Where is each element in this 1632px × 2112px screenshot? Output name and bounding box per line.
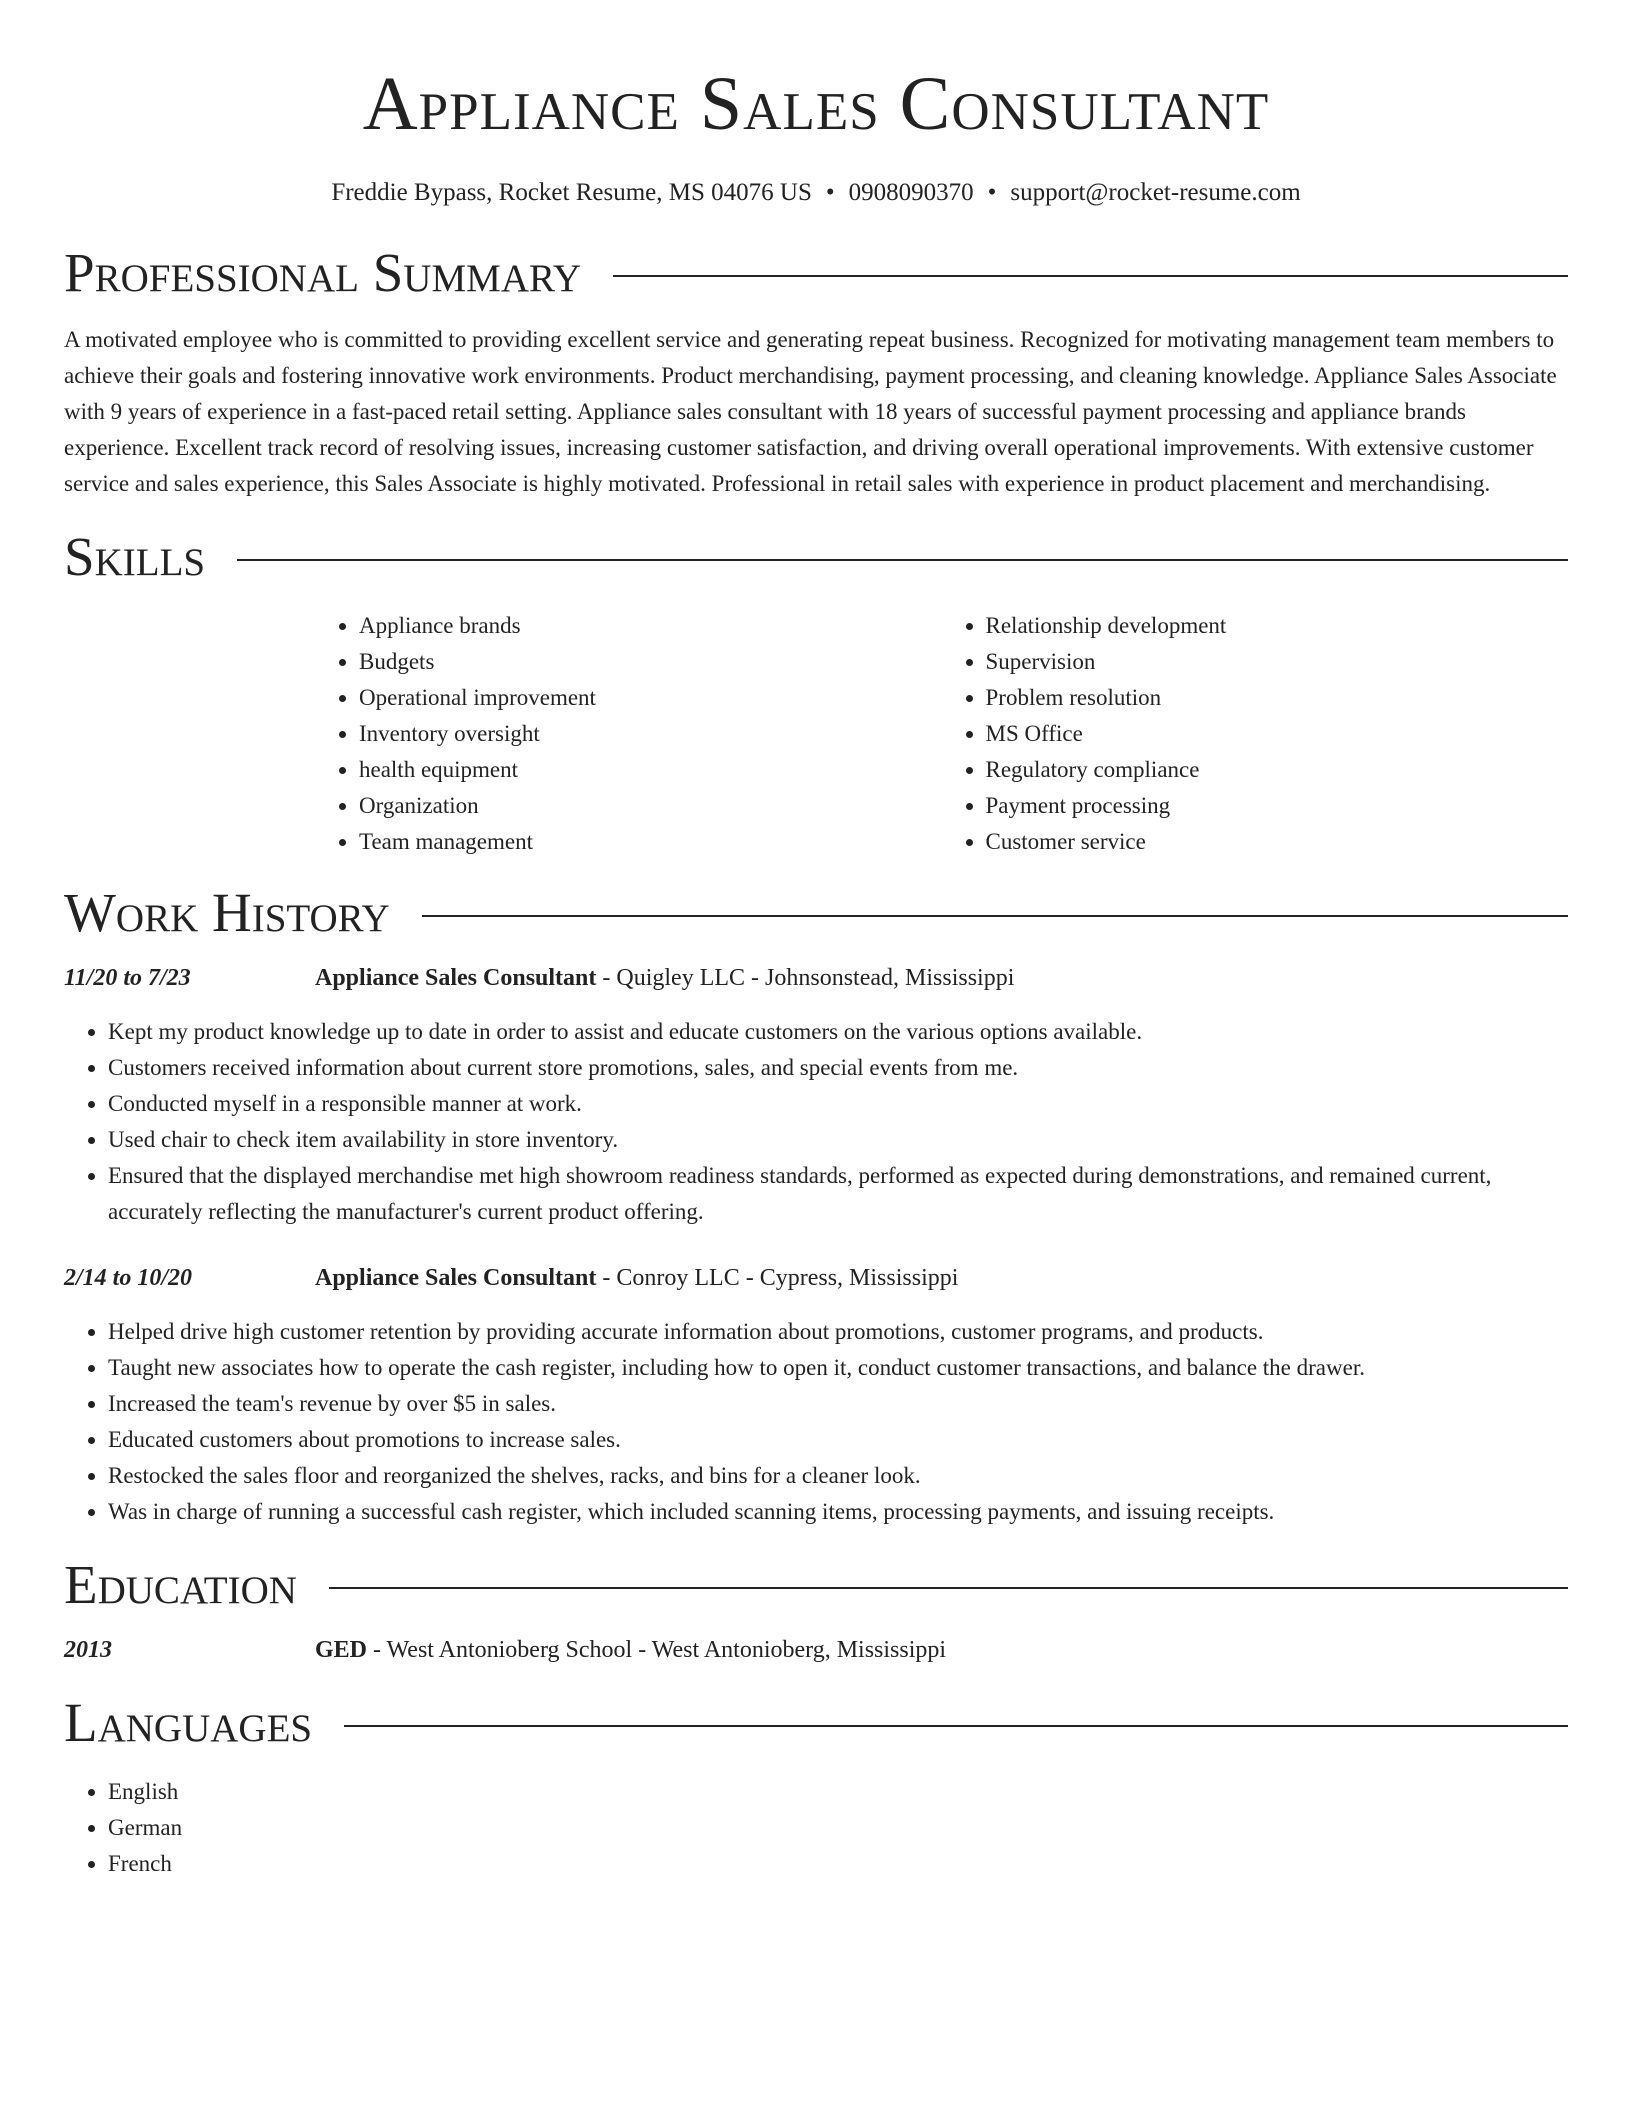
education-degree: GED — [315, 1637, 368, 1663]
section-heading: Work History — [64, 882, 390, 943]
skill-item: • Appliance brands — [359, 608, 942, 644]
contact-address: Freddie Bypass, Rocket Resume, MS 04076 US — [331, 179, 812, 206]
job-employer: - Conroy LLC - Cypress, Mississippi — [596, 1265, 959, 1291]
job-entry — [64, 1260, 1568, 1530]
contact-phone[interactable]: 0908090370 — [848, 179, 974, 206]
job-title: Appliance Sales Consultant — [315, 1265, 597, 1291]
section-divider — [422, 915, 1568, 917]
job-entry — [64, 960, 1568, 1230]
skills-column-right — [942, 608, 1569, 860]
skills-column-left — [315, 608, 942, 860]
job-employer: - Quigley LLC - Johnsonstead, Mississippi — [596, 965, 1015, 991]
contact-separator: • — [825, 179, 835, 206]
job-dates: 2/14 to 10/20 — [64, 1265, 193, 1291]
section-summary-header — [64, 242, 1568, 304]
education-line — [315, 1632, 946, 1668]
education-year: 2013 — [64, 1637, 112, 1663]
section-languages-header — [64, 1692, 1568, 1754]
resume-name: Appliance Sales Consultant — [362, 62, 1270, 146]
skill-item: • Team management — [359, 824, 942, 860]
language-item: • English — [108, 1774, 1568, 1810]
contact-line — [64, 178, 1568, 208]
job-bullets — [64, 1014, 1568, 1230]
skill-item: • Inventory oversight — [359, 716, 942, 752]
job-bullet: • Educated customers about promotions to increase sales. — [108, 1422, 1568, 1458]
job-bullet: • Used chair to check item availability in store inventory. — [108, 1122, 1568, 1158]
job-bullet: • Conducted myself in a responsible manner at work. — [108, 1086, 1568, 1122]
section-heading: Languages — [64, 1692, 313, 1753]
education-school: - West Antonioberg School - West Antonioberg, Mississippi — [367, 1637, 947, 1663]
skill-item: • MS Office — [986, 716, 1569, 752]
job-bullet: • Customers received information about current store promotions, sales, and special events from me. — [108, 1050, 1568, 1086]
job-title-line — [315, 1260, 958, 1296]
job-bullet: • Increased the team's revenue by over $5 in sales. — [108, 1386, 1568, 1422]
section-heading: Professional Summary — [64, 242, 582, 303]
section-divider — [329, 1587, 1568, 1589]
language-item: • German — [108, 1810, 1568, 1846]
job-bullet: • Helped drive high customer retention by providing accurate information about promotions, customer programs, and products. — [108, 1314, 1568, 1350]
job-bullet: • Taught new associates how to operate the cash register, including how to open it, conduct customer transactions, and balance the drawer. — [108, 1350, 1568, 1386]
skill-item: • health equipment — [359, 752, 942, 788]
languages-list — [64, 1774, 1568, 1882]
job-title: Appliance Sales Consultant — [315, 965, 597, 991]
skill-item: • Organization — [359, 788, 942, 824]
job-bullet: • Kept my product knowledge up to date in order to assist and educate customers on the various options available. — [108, 1014, 1568, 1050]
skill-item: • Budgets — [359, 644, 942, 680]
language-item: • French — [108, 1846, 1568, 1882]
job-title-line — [315, 960, 1014, 996]
section-divider — [237, 559, 1568, 561]
skill-item: • Relationship development — [986, 608, 1569, 644]
skill-item: • Customer service — [986, 824, 1569, 860]
skill-item: • Supervision — [986, 644, 1569, 680]
section-divider — [613, 275, 1568, 277]
skill-item: • Problem resolution — [986, 680, 1569, 716]
section-heading: Education — [64, 1554, 297, 1615]
section-education-header — [64, 1554, 1568, 1616]
contact-separator: • — [987, 179, 997, 206]
section-divider — [344, 1725, 1568, 1727]
job-dates: 11/20 to 7/23 — [64, 965, 191, 991]
section-skills-header — [64, 526, 1568, 588]
skill-item: • Operational improvement — [359, 680, 942, 716]
skill-item: • Payment processing — [986, 788, 1569, 824]
job-bullets — [64, 1314, 1568, 1530]
job-bullet: • Restocked the sales floor and reorganized the shelves, racks, and bins for a cleaner look. — [108, 1458, 1568, 1494]
summary-text: A motivated employee who is committed to providing excellent service and generating repeat business. Recognized for motivating management team members to achieve their goals and fostering innovative work environments. Product merchandising, payment processing, and cleaning knowledge. Appliance Sales Associate with 9 years of experience in a fast-paced retail setting. Appliance sales consultant with 18 years of successful payment processing and appliance brands experience. Excellent track record of resolving issues, increasing customer satisfaction, and driving overall operational improvements. With extensive customer service and sales experience, this Sales Associate is highly motivated. Professional in retail sales with experience in product placement and merchandising. — [64, 327, 1557, 496]
education-entry — [64, 1632, 1568, 1668]
job-bullet: • Was in charge of running a successful cash register, which included scanning items, processing payments, and issuing receipts. — [108, 1494, 1568, 1530]
contact-email[interactable]: support@rocket-resume.com — [1010, 179, 1301, 206]
skill-item: • Regulatory compliance — [986, 752, 1569, 788]
skills-list — [315, 608, 1568, 860]
section-work-header — [64, 882, 1568, 944]
job-bullet: • Ensured that the displayed merchandise met high showroom readiness standards, performed as expected during demonstrations, and remained current, accurately reflecting the manufacturer's current product offering. — [108, 1158, 1568, 1230]
section-heading: Skills — [64, 526, 206, 587]
